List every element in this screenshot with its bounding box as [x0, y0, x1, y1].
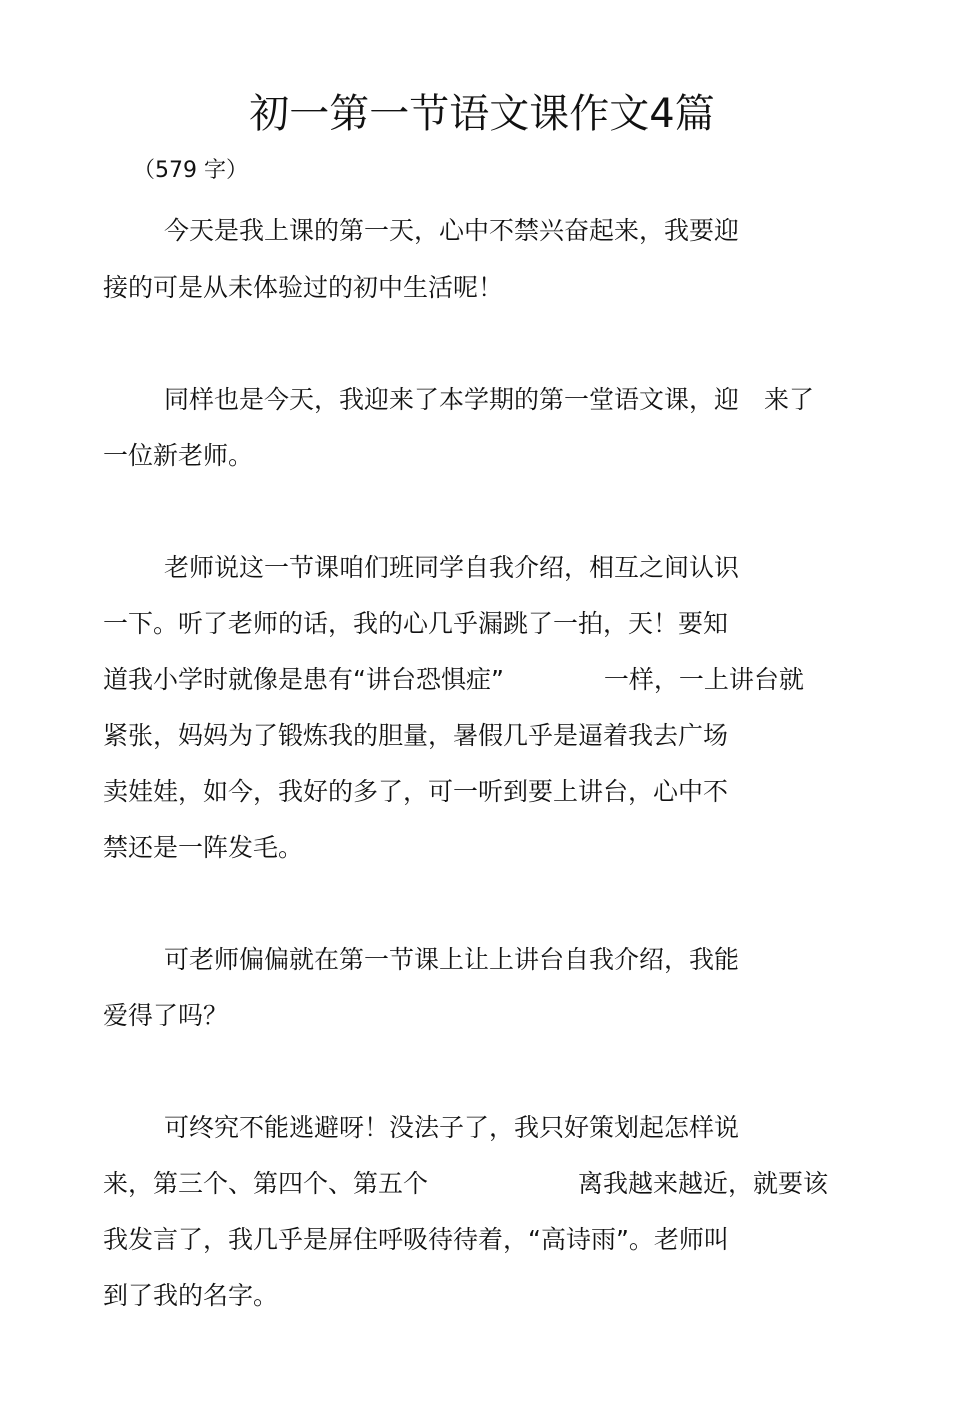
document-title: 初一第一节语文课作文4篇 [249, 91, 715, 137]
paragraph-2-line-2: 一位新老师。 [103, 441, 254, 470]
paragraph-3-line-4: 紧张，妈妈为了锻炼我的胆量，暑假几乎是逼着我去广场 [103, 721, 729, 750]
paragraph-1-line-1: 今天是我上课的第一天，心中不禁兴奋起来，我要迎 [164, 216, 740, 245]
paragraph-5-line-3: 我发言了，我几乎是屏住呼吸待待着，“高诗雨”。老师叫 [103, 1225, 729, 1254]
paragraph-2-line-1: 同样也是今天，我迎来了本学期的第一堂语文课，迎 来了 [164, 385, 815, 414]
paragraph-3-line-2: 一下。听了老师的话，我的心几乎漏跳了一拍，天！要知 [103, 609, 729, 638]
paragraph-4-line-1: 可老师偏偏就在第一节课上让上讲台自我介绍，我能 [164, 945, 740, 974]
paragraph-5-line-4: 到了我的名字。 [103, 1281, 279, 1310]
paragraph-4-line-2: 爱得了吗？ [103, 1001, 229, 1030]
paragraph-5-line-2: 来，第三个、第四个、第五个 离我越来越近，就要该 [103, 1169, 829, 1198]
paragraph-3-line-5: 卖娃娃，如今，我好的多了，可一听到要上讲台，心中不 [103, 777, 729, 806]
paragraph-3-line-1: 老师说这一节课咱们班同学自我介绍，相互之间认识 [164, 553, 740, 582]
paragraph-3-line-3: 道我小学时就像是患有“讲台恐惧症” 一样，一上讲台就 [103, 665, 804, 694]
word-count: （579 字） [133, 158, 248, 183]
paragraph-5-line-1: 可终究不能逃避呀！没法子了，我只好策划起怎样说 [164, 1113, 740, 1142]
paragraph-3-line-6: 禁还是一阵发毛。 [103, 833, 304, 862]
paragraph-1-line-2: 接的可是从未体验过的初中生活呢！ [103, 273, 504, 302]
